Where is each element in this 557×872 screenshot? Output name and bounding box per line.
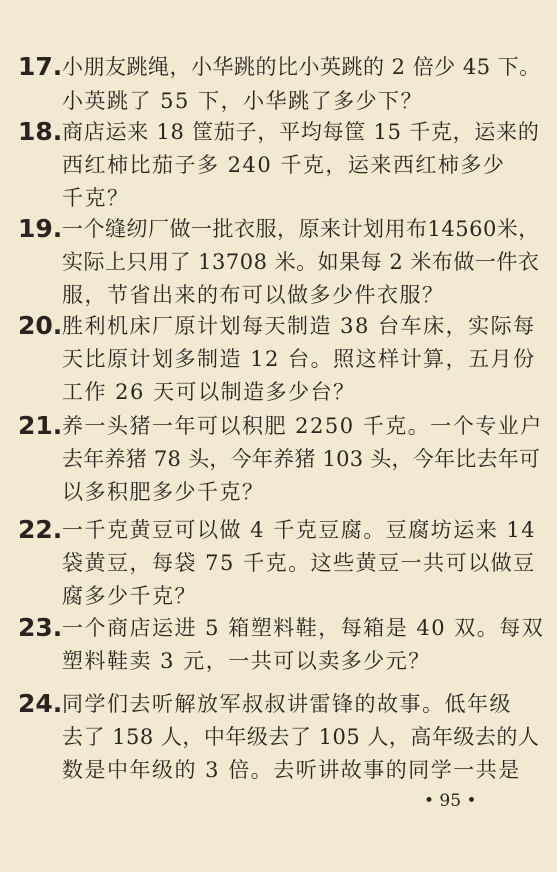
problem-text-line: 天比原计划多制造 12 台。照这样计算，五月份 <box>62 347 536 371</box>
problem-text-line: 胜利机床厂原计划每天制造 38 台车床，实际每 <box>62 314 536 338</box>
problem-text-line: 服，节省出来的布可以做多少件衣服？ <box>62 283 445 307</box>
problem-text-line: 腐多少千克？ <box>62 584 197 608</box>
problem-number: 20. <box>18 311 63 340</box>
problem-text-line: 一千克黄豆可以做 4 千克豆腐。豆腐坊运来 14 <box>62 518 537 542</box>
problem-text-line: 去了 158 人，中年级去了 105 人，高年级去的人 <box>62 725 540 749</box>
problem-text-line: 养一头猪一年可以积肥 2250 千克。一个专业户 <box>62 414 543 438</box>
problem-text-line: 商店运来 18 筐茄子，平均每筐 15 千克，运来的 <box>62 120 540 144</box>
problem-text-line: 以多积肥多少千克？ <box>62 480 265 504</box>
problem-text-line: 实际上只用了 13708 米。如果每 2 米布做一件衣 <box>62 250 540 274</box>
problem-number: 23. <box>18 613 63 642</box>
problem-text-line: 千克？ <box>62 186 130 210</box>
problem-text-line: 塑料鞋卖 3 元，一共可以卖多少元？ <box>62 649 431 673</box>
problem-number: 18. <box>18 117 63 146</box>
problem-text-line: 小朋友跳绳，小华跳的比小英跳的 2 倍少 45 下。 <box>62 55 541 79</box>
problem-text-line: 同学们去听解放军叔叔讲雷锋的故事。低年级 <box>62 692 512 716</box>
problem-text-line: 西红柿比茄子多 240 千克，运来西红柿多少 <box>62 153 506 177</box>
problem-number: 17. <box>18 52 63 81</box>
problem-text-line: 工作 26 天可以制造多少台？ <box>62 380 356 404</box>
problem-number: 22. <box>18 515 63 544</box>
page-number: • 95 • <box>424 791 477 811</box>
problem-text-line: 小英跳了 55 下，小华跳了多少下？ <box>62 89 424 113</box>
problem-number: 24. <box>18 689 63 718</box>
problem-number: 21. <box>18 411 63 440</box>
problem-number: 19. <box>18 214 63 243</box>
problem-text-line: 去年养猪 78 头，今年养猪 103 头，今年比去年可 <box>62 447 541 471</box>
problem-text-line: 数是中年级的 3 倍。去听讲故事的同学一共是 <box>62 758 521 782</box>
problem-text-line: 袋黄豆，每袋 75 千克。这些黄豆一共可以做豆 <box>62 551 536 575</box>
problem-text-line: 一个商店运进 5 箱塑料鞋，每箱是 40 双。每双 <box>62 616 545 640</box>
problem-text-line: 一个缝纫厂做一批衣服，原来计划用布14560米， <box>62 217 540 241</box>
